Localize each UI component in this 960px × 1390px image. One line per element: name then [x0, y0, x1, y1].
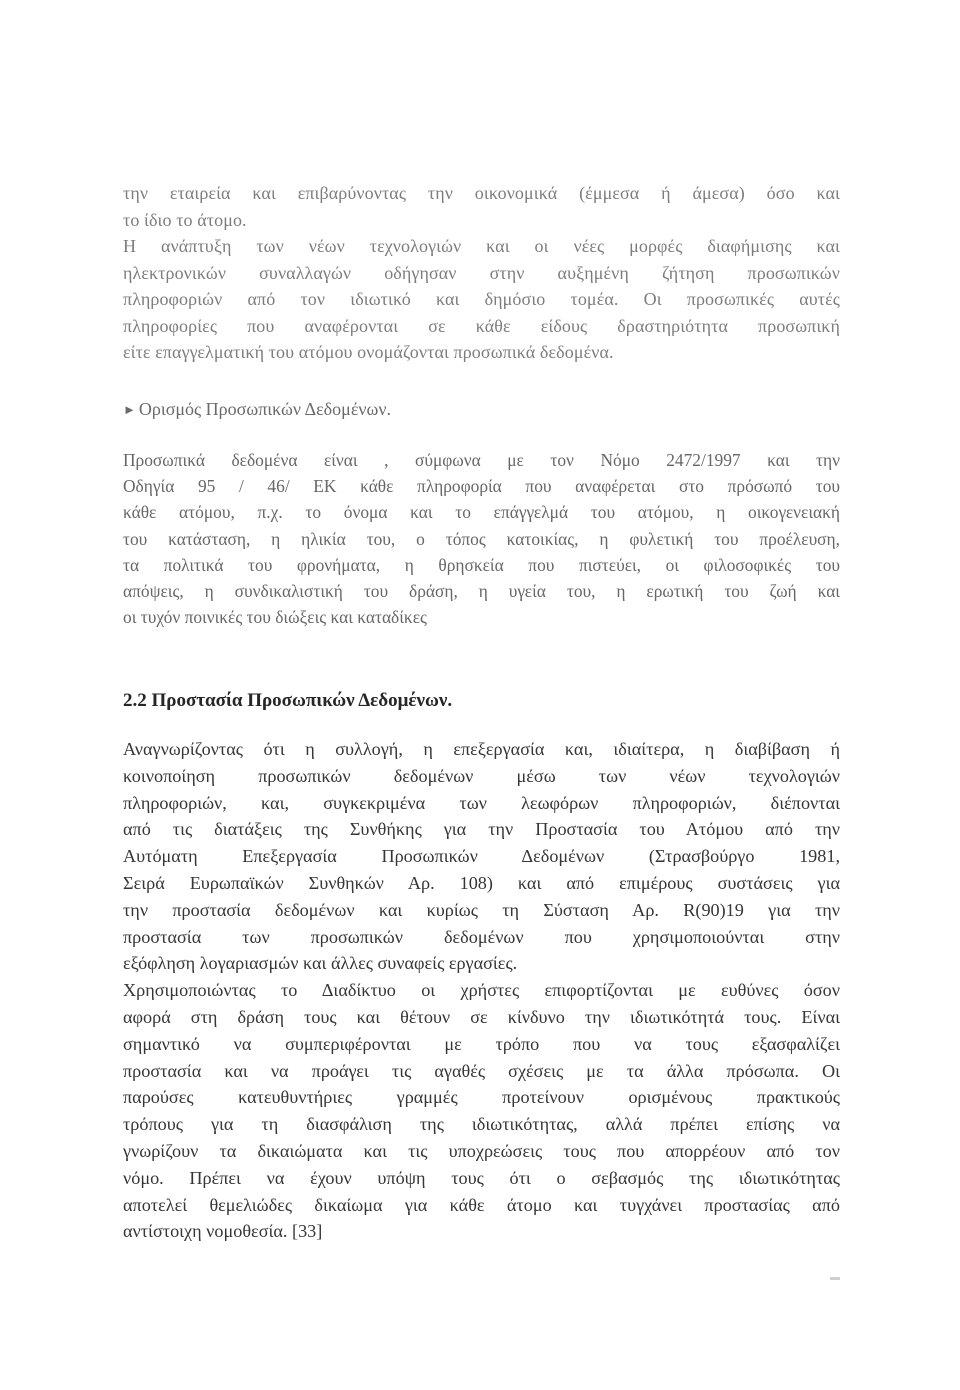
bullet-text: Ορισμός Προσωπικών Δεδομένων. [138, 399, 391, 419]
text-line: Χρησιμοποιώντας το Διαδίκτυο οι χρήστες επιφορτίζονται με ευθύνες όσον [123, 980, 840, 1001]
text-line: αφορά στη δράση τους και θέτουν σε κίνδυνο την ιδιωτικότητά τους. Είναι [123, 1006, 840, 1027]
text-line: του κατάσταση, η ηλικία του, ο τόπος κατοικίας, η φυλετική του προέλευση, [123, 528, 840, 549]
text-line: την προστασία δεδομένων και κυρίως τη Σύσταση Αρ. R(90)19 για την [123, 899, 840, 920]
bullet-definition [123, 396, 840, 424]
text-line: Προσωπικά δεδομένα είναι , σύμφωνα με τον Νόμο 2472/1997 και την [123, 450, 840, 470]
text-line: αντίστοιχη νομοθεσία. [33] [123, 1221, 323, 1242]
paragraph-intro [123, 180, 840, 366]
scan-speck [830, 1277, 840, 1280]
text-line: Αναγνωρίζοντας ότι η συλλογή, η επεξεργασία και, ιδιαίτερα, η διαβίβαση ή [123, 739, 840, 759]
paragraph-definition [123, 447, 840, 630]
text-line: νόμο. Πρέπει να έχουν υπόψη τους ότι ο σεβασμός της ιδιωτικότητας [123, 1167, 840, 1188]
text-line: ηλεκτρονικών συναλλαγών οδήγησαν στην αυξημένη ζήτηση προσωπικών [123, 262, 840, 283]
text-line: Η ανάπτυξη των νέων τεχνολογιών και οι νέες μορφές διαφήμισης και [123, 236, 840, 256]
text-line: πληροφοριών, και, συγκεκριμένα των λεωφόρων πληροφοριών, διέπονται [123, 792, 840, 813]
text-line: κάθε ατόμου, π.χ. το όνομα και το επάγγελμά του ατόμου, η οικογενειακή [123, 502, 840, 523]
text-line: αποτελεί θεμελιώδες δικαίωμα για κάθε άτομο και τυγχάνει προστασίας από [123, 1194, 840, 1215]
text-line: απόψεις, η συνδικαλιστική του δράση, η υγεία του, η ερωτική του ζωή και [123, 581, 840, 602]
text-line: τα πολιτικά του φρονήματα, η θρησκεία που πιστεύει, οι φιλοσοφικές του [123, 554, 840, 575]
paragraph-protection [123, 736, 840, 1245]
text-line: σημαντικό να συμπεριφέρονται με τρόπο που να τους εξασφαλίζει [123, 1033, 840, 1054]
text-line: παρούσες κατευθυντήριες γραμμές προτείνουν ορισμένους πρακτικούς [123, 1087, 840, 1108]
text-line: γνωρίζουν τα δικαιώματα και τις υποχρεώσεις τους που απορρέουν από τον [123, 1140, 840, 1161]
text-line: πληροφορίες που αναφέρονται σε κάθε είδους δραστηριότητα προσωπική [123, 315, 840, 336]
text-line: οι τυχόν ποινικές του διώξεις και καταδίκες [123, 607, 427, 628]
text-line: είτε επαγγελματική του ατόμου ονομάζονται προσωπικά δεδομένα. [123, 342, 614, 362]
text-line: κοινοποίηση προσωπικών δεδομένων μέσω των νέων τεχνολογιών [123, 765, 840, 786]
text-line: από τις διατάξεις της Συνθήκης για την Προστασία του Ατόμου από την [123, 819, 840, 840]
text-line: πληροφοριών από τον ιδιωτικό και δημόσιο τομέα. Οι προσωπικές αυτές [123, 289, 840, 309]
text-line: Σειρά Ευρωπαϊκών Συνθηκών Αρ. 108) και από επιμέρους συστάσεις για [123, 872, 840, 893]
text-line: προστασία των προσωπικών δεδομένων που χρησιμοποιούνται στην [123, 926, 840, 947]
text-line: την εταιρεία και επιβαρύνοντας την οικονομικά (έμμεσα ή άμεσα) όσο και [123, 183, 840, 203]
text-line: τρόπους για τη διασφάλιση της ιδιωτικότητας, αλλά πρέπει επίσης να [123, 1114, 840, 1135]
text-line: το ίδιο το άτομο. [123, 209, 247, 230]
text-line: εξόφληση λογαριασμών και άλλες συναφείς εργασίες. [123, 953, 518, 974]
text-line: Οδηγία 95 / 46/ ΕΚ κάθε πληροφορία που αναφέρεται στο πρόσωπό του [123, 476, 840, 497]
section-heading: 2.2 Προστασία Προσωπικών Δεδομένων. [123, 690, 453, 711]
arrow-bullet-icon: ► [123, 402, 136, 417]
text-line: Αυτόματη Επεξεργασία Προσωπικών Δεδομένων (Στρασβούργο 1981, [123, 846, 840, 867]
text-line: προστασία και να προάγει τις αγαθές σχέσεις με τα άλλα πρόσωπα. Οι [123, 1060, 840, 1081]
